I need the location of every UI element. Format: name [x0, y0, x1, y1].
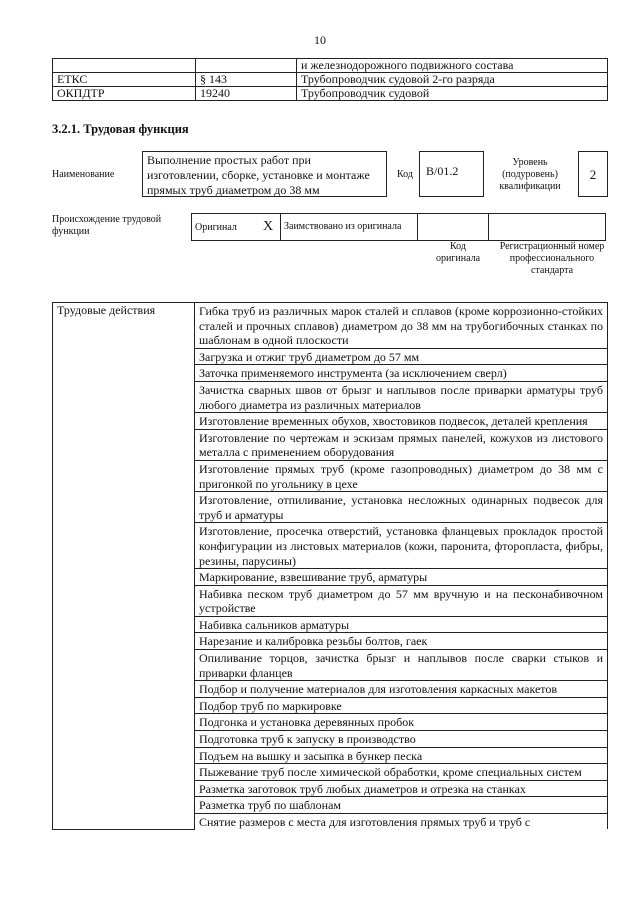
- labor-action-item: Изготовление временных обухов, хвостовиков подвесок, деталей крепления: [195, 413, 608, 430]
- labor-action-item: Подбор и получение материалов для изготовления каркасных макетов: [195, 681, 608, 698]
- table-cell: § 143: [196, 73, 297, 87]
- labor-action-item: Зачистка сварных швов от брызг и наплывов после приварки арматуры труб любого диаметра из различных материалов: [195, 381, 608, 412]
- labor-action-item: Маркирование, взвешивание труб, арматуры: [195, 569, 608, 586]
- classification-table: [52, 58, 608, 101]
- labor-action-item: Разметка заготовок труб любых диаметров и отрезка на станках: [195, 780, 608, 797]
- function-name: Выполнение простых работ при изготовлении, сборке, установке и монтаже прямых труб диаметром до 38 мм: [142, 151, 387, 197]
- labor-action-item: Изготовление, отпиливание, установка несложных одинарных подвесок для труб и арматуры: [195, 492, 608, 523]
- table-cell: [53, 59, 196, 73]
- code-original-caption: Код оригинала: [435, 241, 481, 264]
- function-code: B/01.2: [419, 151, 484, 197]
- table-row: [53, 87, 608, 101]
- labor-action-item: Подъем на вышку и засыпка в бункер песка: [195, 747, 608, 764]
- table-cell: [196, 59, 297, 73]
- labor-action-item: Изготовление прямых труб (кроме газопроводных) диаметром до 38 мм с пригонкой по угольнику в цехе: [195, 460, 608, 491]
- labor-action-item: Подгонка и установка деревянных пробок: [195, 714, 608, 731]
- table-cell: 19240: [196, 87, 297, 101]
- origin-label: Происхождение трудовой функции: [52, 214, 162, 237]
- labor-action-item: Подготовка труб к запуску в производство: [195, 731, 608, 748]
- table-cell: и железнодорожного подвижного состава: [297, 59, 608, 73]
- table-row: [192, 214, 606, 241]
- labor-action-item: Изготовление, просечка отверстий, установка фланцевых прокладок простой конфигурации из листовых материалов (кожи, паронита, фторопласта, фибры, резины, парусины): [195, 523, 608, 569]
- original-mark: X: [256, 214, 281, 241]
- labor-actions-table: [52, 302, 608, 830]
- labor-action-item: Заточка применяемого инструмента (за исключением сверл): [195, 365, 608, 382]
- labor-action-item: Нарезание и калибровка резьбы болтов, гаек: [195, 633, 608, 650]
- labor-action-item: Гибка труб из различных марок сталей и сплавов (кроме коррозионно-стойких сталей и прочных сплавов) диаметром до 38 мм на трубогибочных станках по шаблонам в одной плоскости: [195, 303, 608, 349]
- table-row: [53, 73, 608, 87]
- labor-action-item: Пыжевание труб после химической обработки, кроме специальных систем: [195, 764, 608, 781]
- level-label: Уровень (подуровень) квалификации: [499, 157, 561, 192]
- table-cell: Трубопроводчик судовой 2-го разряда: [297, 73, 608, 87]
- table-row: [53, 303, 608, 349]
- labor-actions-label: Трудовые действия: [53, 303, 195, 830]
- labor-action-item: Изготовление по чертежам и эскизам прямых панелей, кожухов из листового металла с применением оборудования: [195, 429, 608, 460]
- table-row: [53, 59, 608, 73]
- page-number: 10: [314, 33, 326, 47]
- labor-action-item: Подбор труб по маркировке: [195, 697, 608, 714]
- labor-action-text: Снятие размеров с места для изготовления прямых труб и труб с: [199, 815, 531, 829]
- original-code-cell: [418, 214, 489, 241]
- section-title: 3.2.1. Трудовая функция: [52, 122, 189, 136]
- labor-action-item: Набивка песком труб диаметром до 57 мм вручную и на песконабивочном устройстве: [195, 585, 608, 616]
- labor-action-item: Загрузка и отжиг труб диаметром до 57 мм: [195, 348, 608, 365]
- code-label: Код: [397, 169, 413, 180]
- labor-action-item: Разметка труб по шаблонам: [195, 797, 608, 814]
- table-cell: ОКПДТР: [53, 87, 196, 101]
- table-cell: ЕТКС: [53, 73, 196, 87]
- origin-table: [191, 213, 606, 241]
- labor-action-item: [195, 814, 608, 830]
- name-label: Наименование: [52, 169, 115, 180]
- reg-number-cell: [489, 214, 606, 241]
- original-label: Оригинал: [192, 214, 257, 241]
- qualification-level: 2: [578, 151, 608, 197]
- table-cell: Трубопроводчик судовой: [297, 87, 608, 101]
- labor-action-item: Опиливание торцов, зачистка брызг и наплывов после сварки стыков и приварки фланцев: [195, 650, 608, 681]
- reg-number-caption: Регистрационный номер профессионального стандарта: [499, 241, 605, 276]
- labor-action-item: Набивка сальников арматуры: [195, 616, 608, 633]
- borrowed-label: Заимствовано из оригинала: [281, 214, 418, 241]
